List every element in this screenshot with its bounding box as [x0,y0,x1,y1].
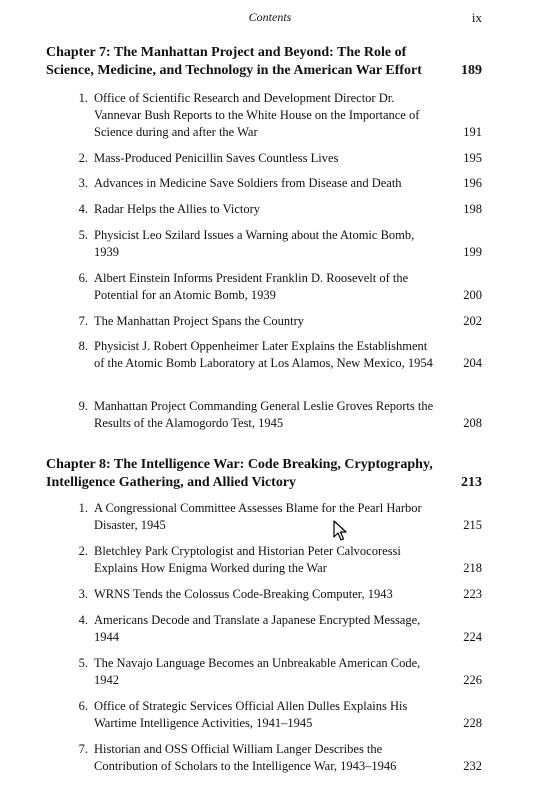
toc-entry [70,698,482,732]
entry-title: Historian and OSS Official William Langer Describes the Contribution of Scholars to the Intelligence War, 1943–1946 [94,742,397,773]
entry-page-number: 223 [463,587,482,601]
running-header-page-number: ix [471,10,482,25]
entry-page-number: 226 [463,673,482,687]
toc-entry [70,313,482,330]
toc-entry [70,612,482,646]
entry-title: Americans Decode and Translate a Japanese Encrypted Message, 1944 [94,613,421,644]
toc-entry [70,201,482,218]
entry-title: Office of Strategic Services Official Allen Dulles Explains His Wartime Intelligence Activities, 1941–1945 [94,699,408,730]
entry-number: 9. [78,399,88,413]
entry-number: 4. [78,202,88,216]
entry-number: 3. [78,176,88,190]
toc-entry [70,655,482,689]
chapter-heading [46,456,482,492]
entry-title: Bletchley Park Cryptologist and Historian Peter Calvocoressi Explains How Enigma Worked during the War [94,544,401,575]
entry-number: 6. [78,271,88,285]
entry-title: The Manhattan Project Spans the Country [94,314,305,328]
chapter-heading [46,44,482,80]
entry-number: 7. [78,314,88,328]
entry-page-number: 202 [463,314,482,328]
entry-number: 1. [78,501,88,515]
entry-page-number: 196 [463,176,482,190]
entry-title: A Congressional Committee Assesses Blame for the Pearl Harbor Disaster, 1945 [94,501,422,532]
toc-entry [70,543,482,577]
entry-number: 6. [78,699,88,713]
entry-page-number: 232 [463,759,482,773]
entry-page-number: 198 [463,202,482,216]
toc-entry [70,175,482,192]
chapter-page-number: 213 [461,475,482,490]
toc-entry [70,500,482,534]
toc-entry [70,90,482,141]
toc-entry [70,586,482,603]
toc-entry [70,338,482,372]
entry-page-number: 224 [463,630,482,644]
entry-page-number: 208 [463,416,482,430]
entry-title: Albert Einstein Informs President Franklin D. Roosevelt of the Potential for an Atomic Bomb, 1939 [94,271,409,302]
entry-title: Mass-Produced Penicillin Saves Countless Lives [94,151,339,165]
entry-page-number: 228 [463,716,482,730]
entry-page-number: 218 [463,561,482,575]
entry-page-number: 199 [463,245,482,259]
toc-entry [70,150,482,167]
entry-number: 5. [78,656,88,670]
toc-entry [70,741,482,775]
entry-page-number: 191 [463,125,482,139]
entry-title: Office of Scientific Research and Development Director Dr. Vannevar Bush Reports to the White House on the Importance of Science during and after the War [94,91,420,139]
entry-number: 7. [78,742,88,756]
entry-number: 4. [78,613,88,627]
entry-title: Physicist Leo Szilard Issues a Warning about the Atomic Bomb, 1939 [94,228,415,259]
entry-title: WRNS Tends the Colossus Code-Breaking Computer, 1943 [94,587,393,601]
entry-title: Radar Helps the Allies to Victory [94,202,261,216]
chapter-title: Chapter 8: The Intelligence War: Code Breaking, Cryptography, Intelligence Gathering, and Allied Victory [46,457,433,490]
chapter-title: Chapter 7: The Manhattan Project and Beyond: The Role of Science, Medicine, and Technology in the American War Effort [46,45,422,78]
entry-number: 5. [78,228,88,242]
entry-number: 1. [78,91,88,105]
entry-page-number: 195 [463,151,482,165]
entry-page-number: 204 [463,356,482,370]
entry-number: 2. [78,151,88,165]
entry-page-number: 215 [463,518,482,532]
entry-title: The Navajo Language Becomes an Unbreakable American Code, 1942 [94,656,421,687]
chapter-page-number: 189 [461,63,482,78]
toc-entry [70,398,482,432]
mouse-pointer-icon [333,520,347,542]
entry-number: 3. [78,587,88,601]
entry-title: Advances in Medicine Save Soldiers from Disease and Death [94,176,402,190]
running-header-title: Contents [248,10,292,24]
entry-number: 8. [78,339,88,353]
toc-entry [70,270,482,304]
entry-number: 2. [78,544,88,558]
entry-page-number: 200 [463,288,482,302]
toc-entry [70,227,482,261]
entry-title: Manhattan Project Commanding General Leslie Groves Reports the Results of the Alamogordo Test, 1945 [94,399,434,430]
entry-title: Physicist J. Robert Oppenheimer Later Explains the Establishment of the Atomic Bomb Laboratory at Los Alamos, New Mexico, 1954 [94,339,433,370]
